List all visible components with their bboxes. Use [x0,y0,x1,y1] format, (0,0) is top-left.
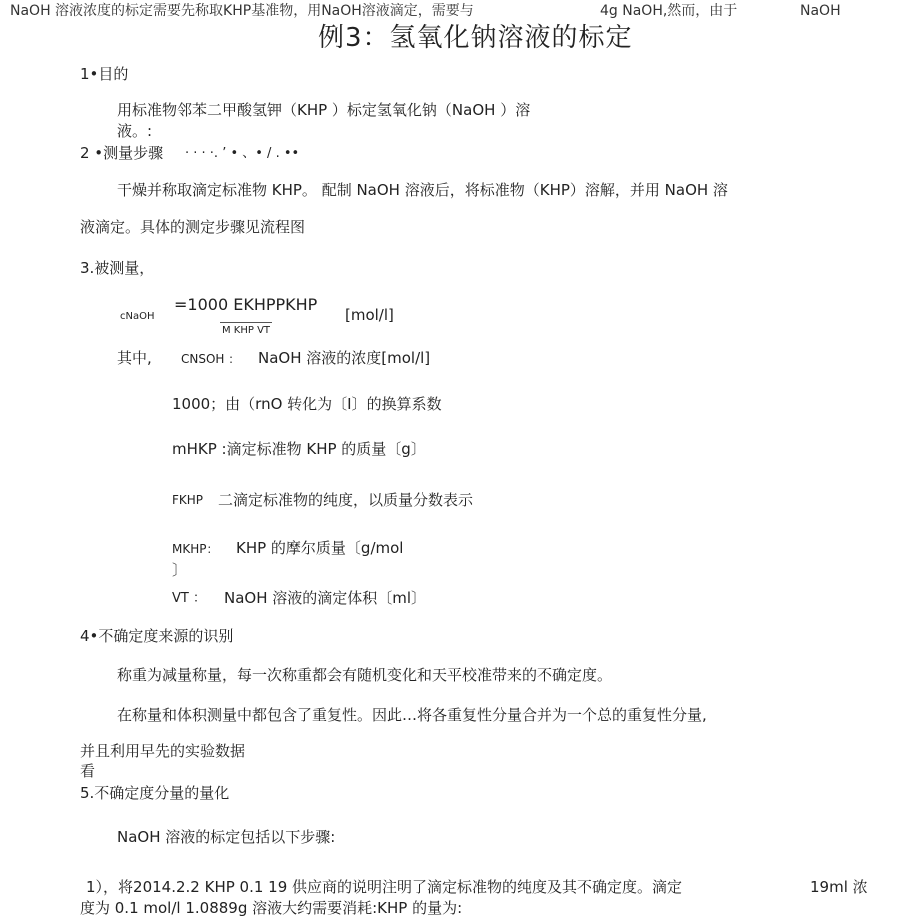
symbol: VT ： [172,591,206,606]
paragraph: 称重为减量称量，每一次称重都会有随机变化和天平校准带来的不确定度。 [117,666,613,684]
footer-line-1: 1），将2014.2.2 KHP 0.1 19 供应商的说明注明了滴定标准物的纯度及其不确定度。滴定 [86,878,683,896]
definitions-intro: 其中, [117,349,152,367]
header-overlap-right: 4g NaOH,然而，由于 [600,3,738,19]
paragraph: NaOH 溶液的标定包括以下步骤: [117,828,336,846]
symbol: MKHP： [172,542,219,556]
section-heading-2: 2 •测量步骤 [80,144,164,162]
definition: NaOH 溶液的浓度[mol/l] [258,349,431,367]
section-heading-3: 3.被测量， [80,259,155,277]
bracket: 〕 [172,561,188,579]
fraction-bar [220,322,272,323]
formula-unit: [mol/l] [345,306,394,324]
section-heading-5: 5.不确定度分量的量化 [80,784,230,802]
footer-line-2: 度为 0.1 mol/l 1.0889g 溶液大约需要消耗:KHP 的量为: [80,899,463,917]
definition: 1000；由（rnO 转化为〔I〕的换算系数 [172,395,442,413]
definition: NaOH 溶液的滴定体积〔ml〕 [224,589,427,607]
footer-line-1-right: 19ml 浓 [810,878,868,896]
paragraph: 看 [80,762,96,780]
symbol: CNSOH ： [181,352,241,366]
symbol: FKHP [172,493,204,507]
section-heading-4: 4•不确定度来源的识别 [80,627,234,645]
dots-artifact: · · · ·. ’ • 、• / . •• [185,146,300,161]
paragraph: 在称量和体积测量中都包含了重复性。因此…将各重复性分量合并为一个总的重复性分量, [117,706,707,724]
header-overlap-far-right: NaOH [800,3,841,19]
paragraph: 用标准物邻苯二甲酸氢钾（KHP ）标定氢氧化钠（NaOH ）溶 [117,101,531,119]
definition: 二滴定标准物的纯度，以质量分数表示 [218,491,474,509]
formula-numerator: =1000 EKHPPKHP [174,295,318,314]
paragraph: 液。: [117,122,153,140]
formula-lhs: cNaOH [120,311,155,322]
header-overlap-text: NaOH 溶液浓度的标定需要先称取KHP基准物，用NaOH溶液滴定，需要与 [10,3,474,19]
paragraph: 液滴定。具体的测定步骤见流程图 [80,218,306,236]
page-title: 例3：氢氧化钠溶液的标定 [318,23,633,53]
paragraph: 并且利用早先的实验数据 [80,742,246,760]
section-heading-1: 1•目的 [80,65,129,83]
definition: KHP 的摩尔质量〔g/mol [236,539,404,557]
formula-denominator: M KHP VT [222,325,271,336]
paragraph: 干燥并称取滴定标准物 KHP。 配制 NaOH 溶液后，将标准物（KHP）溶解，并用 NaOH 溶 [117,181,728,199]
definition: mHKP :滴定标准物 KHP 的质量〔g〕 [172,440,426,458]
